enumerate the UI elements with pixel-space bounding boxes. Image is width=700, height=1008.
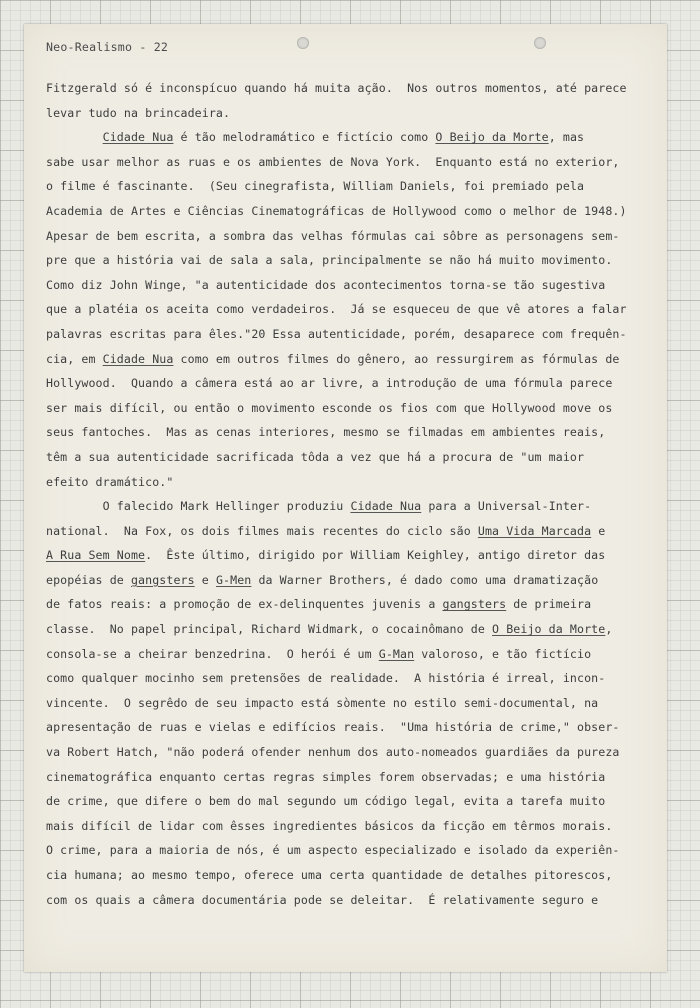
text-line [46,863,661,888]
text-line [46,642,661,667]
text-segment: de fatos reais: a promoção de ex-delinquentes juvenis a [46,597,443,612]
text-line [46,420,661,445]
text-line [46,470,661,495]
text-line [46,347,661,372]
text-line [46,125,661,150]
text-segment: classe. No papel principal, Richard Widmark, o cocainômano de [46,622,493,637]
text-segment: palavras escritas para êles."20 Essa autenticidade, porém, desaparece com frequên- [46,326,627,341]
page-header: Neo-Realismo - 22 [46,40,169,54]
text-line [46,838,661,863]
text-segment: é tão melodramático e fictício como [173,130,436,145]
text-line [46,224,661,249]
text-segment: Academia de Artes e Ciências Cinematográficas de Hollywood como o melhor de 1948.) [46,203,627,218]
text-segment: cia humana; ao mesmo tempo, oferece uma certa quantidade de detalhes pitorescos, [46,868,613,882]
text-line [46,691,661,716]
text-segment: têm a sua autenticidade sacrificada tôda a vez que há a procura de "um maior [46,449,585,464]
text-line [46,322,661,347]
text-line [46,101,661,126]
text-segment: cinematográfica enquanto certas regras simples forem observadas; e uma história [46,769,606,784]
text-segment: para a Universal-Inter- [421,499,592,514]
text-segment: como em outros filmes do gênero, ao ressurgirem as fórmulas de [173,351,620,366]
text-line [46,297,661,322]
underlined-title: Cidade Nua [102,351,174,366]
text-segment: va Robert Hatch, "não poderá ofender nenhum dos auto-nomeados guardiães da pureza [46,745,620,760]
text-segment: cia, em [46,351,103,366]
text-segment: vincente. O segrêdo de seu impacto está sòmente no estilo semi-documental, na [46,695,599,710]
text-segment: national. Na Fox, os dois filmes mais recentes do ciclo são [46,523,478,538]
text-line [46,494,661,519]
text-segment: de primeira [506,597,592,612]
text-line [46,76,661,101]
underlined-title: O Beijo da Morte [492,622,606,637]
text-line [46,519,661,544]
text-line [46,150,661,175]
body-text [46,76,661,912]
text-line [46,396,661,421]
text-segment: como qualquer mocinho sem pretensões de realidade. A história é irreal, incon- [46,671,606,686]
text-line [46,814,661,839]
punch-hole [297,37,309,49]
underlined-title: gangsters [130,572,195,587]
text-segment: O falecido Mark Hellinger produziu [46,499,351,514]
text-segment: ser mais difícil, ou então o movimento esconde os fios com que Hollywood move os [46,400,613,415]
text-line [46,617,661,642]
text-line [46,445,661,470]
text-line [46,740,661,765]
text-line [46,789,661,814]
text-segment: que a platéia os aceita como verdadeiros. Já se esqueceu de que vê atores a falar [46,302,627,317]
text-line [46,666,661,691]
text-segment: pre que a história vai de sala a sala, principalmente se não há muito movimento. [46,253,613,268]
text-segment [46,130,103,144]
text-segment: da Warner Brothers, é dado como uma dramatização [251,572,599,587]
text-segment: Apesar de bem escrita, a sombra das velhas fórmulas cai sôbre as personagens sem- [46,228,620,243]
text-segment: com os quais a câmera documentária pode se deleitar. É relativamente seguro e [46,892,599,907]
text-segment: de crime, que difere o bem do mal segundo um código legal, evita a tarefa muito [46,794,606,809]
text-segment: , mas [548,130,585,145]
typewritten-page [24,24,667,972]
underlined-title: G-Men [215,572,252,587]
text-segment: epopéias de [46,572,131,587]
text-segment: sabe usar melhor as ruas e os ambientes de Nova York. Enquanto está no exterior, [46,154,620,169]
text-segment: valoroso, e tão fictício [414,646,592,661]
text-segment: O crime, para a maioria de nós, é um aspecto especializado e isolado da experiên- [46,843,620,858]
underlined-title: gangsters [442,597,507,612]
text-segment: seus fantoches. Mas as cenas interiores, mesmo se filmadas em ambientes reais, [46,425,606,440]
text-segment: Fitzgerald só é inconspícuo quando há muita ação. Nos outros momentos, até parece [46,81,627,95]
text-line [46,592,661,617]
punch-hole [534,37,546,49]
text-segment: . Êste último, dirigido por William Keighley, antigo diretor das [145,548,606,563]
text-line [46,174,661,199]
text-line [46,888,661,913]
text-segment: , [605,622,613,637]
text-segment: o filme é fascinante. (Seu cinegrafista, William Daniels, foi premiado pela [46,179,585,194]
underlined-title: O Beijo da Morte [435,130,549,145]
text-line [46,765,661,790]
text-segment: apresentação de ruas e vielas e edifícios reais. "Uma história de crime," obser- [46,720,620,735]
text-line [46,568,661,593]
text-line [46,371,661,396]
text-segment: Hollywood. Quando a câmera está ao ar livre, a introdução de uma fórmula parece [46,376,613,391]
underlined-title: G-Man [378,646,415,661]
text-segment: efeito dramático." [46,474,174,489]
text-line [46,715,661,740]
text-segment: consola-se a cheirar benzedrina. O herói é um [46,646,379,661]
text-line [46,273,661,298]
text-line [46,543,661,568]
text-segment: e [194,572,216,587]
text-segment: Como diz John Winge, "a autenticidade dos acontecimentos torna-se tão sugestiva [46,277,606,292]
text-line [46,248,661,273]
text-line [46,199,661,224]
text-segment: e [591,523,606,538]
underlined-title: Cidade Nua [102,130,174,145]
text-segment: levar tudo na brincadeira. [46,105,231,120]
underlined-title: Uma Vida Marcada [477,523,592,538]
text-segment: mais difícil de lidar com êsses ingredientes básicos da ficção em têrmos morais. [46,818,613,833]
underlined-title: Cidade Nua [350,499,422,514]
underlined-title: A Rua Sem Nome [46,548,146,563]
